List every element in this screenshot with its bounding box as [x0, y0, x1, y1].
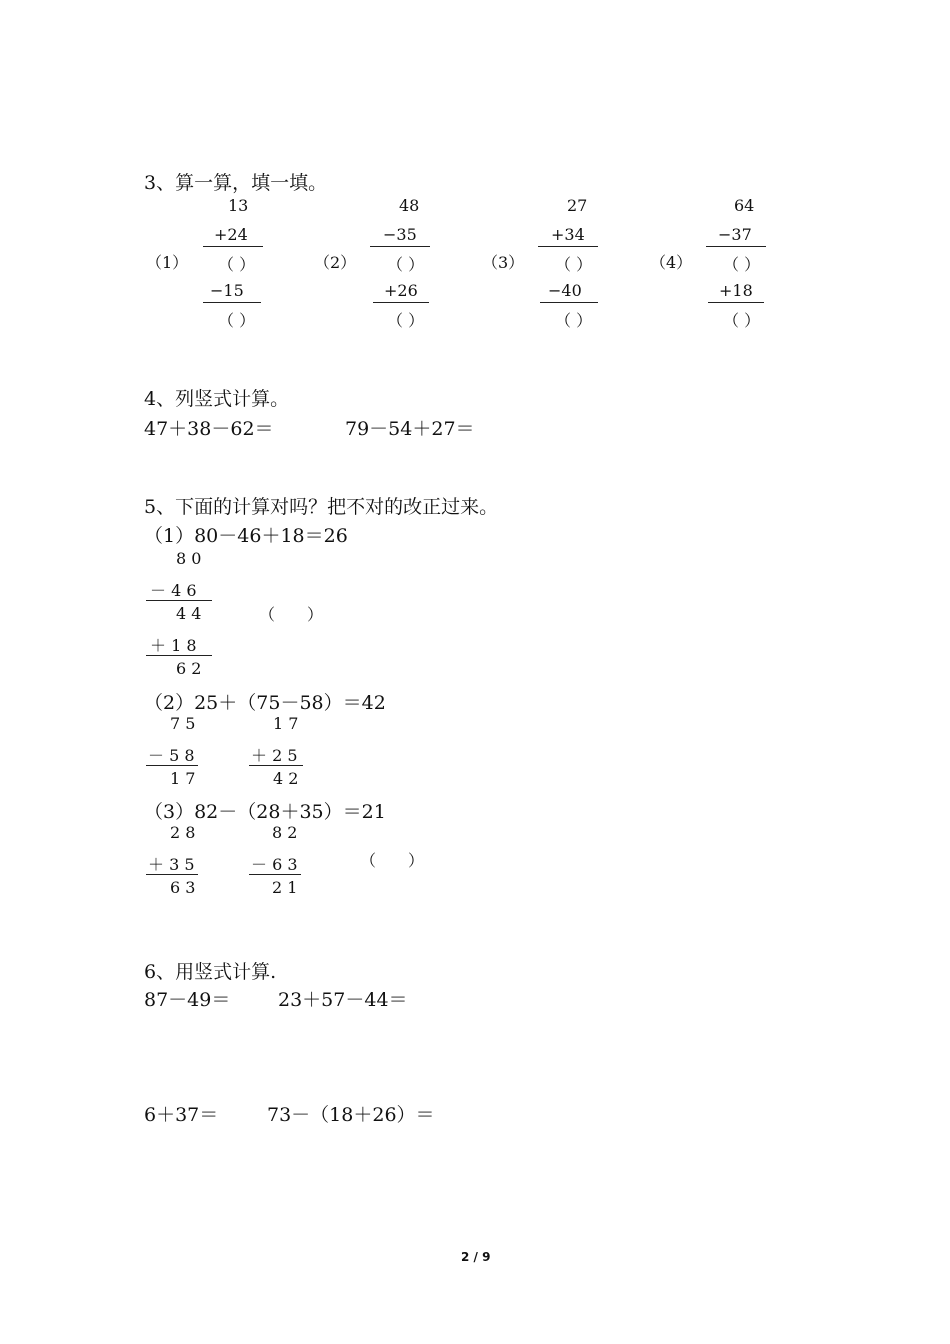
problem-3-op2: −40 [548, 281, 582, 300]
problem-2-op2: +26 [384, 281, 418, 300]
problem-3-blank1: （ ） [555, 255, 593, 274]
problem-5-1-row3: 4 4 [176, 604, 202, 623]
problem-3-start: 27 [567, 196, 588, 215]
problem-4-op2: +18 [719, 281, 753, 300]
problem-5-2-b-row1: 1 7 [273, 714, 299, 733]
section-5-title: 5、下面的计算对吗？把不对的改正过来。 [144, 496, 499, 518]
problem-5-3-b-line [249, 874, 301, 875]
problem-5-3-answer-blank: （ ） [360, 851, 425, 870]
problem-5-1-equation: （1）80－46＋18＝26 [144, 525, 348, 547]
problem-2-start: 48 [399, 196, 420, 215]
page-number: 2 / 9 [461, 1250, 491, 1264]
problem-4-line1 [706, 246, 766, 247]
problem-5-2-a-row1: 7 5 [170, 714, 196, 733]
section-4-eq1: 47＋38－62＝ [144, 418, 274, 440]
problem-5-3-b-row3: 2 1 [272, 878, 298, 897]
problem-5-2-b-row2: ＋ 2 5 [251, 746, 298, 765]
problem-4-op1: −37 [718, 225, 752, 244]
problem-4-start: 64 [734, 196, 755, 215]
problem-5-1-row5: 6 2 [176, 659, 202, 678]
problem-5-2-a-row3: 1 7 [170, 769, 196, 788]
problem-3-line2 [540, 302, 598, 303]
problem-5-1-row1: 8 0 [176, 549, 202, 568]
problem-5-3-b-row2: － 6 3 [251, 855, 298, 874]
problem-1-label: （1） [146, 253, 189, 272]
problem-5-3-a-line [146, 874, 198, 875]
section-6-eq2: 23＋57－44＝ [278, 989, 408, 1011]
problem-5-2-equation: （2）25＋（75－58）＝42 [144, 692, 386, 714]
problem-2-op1: −35 [383, 225, 417, 244]
section-6-eq4: 73－（18＋26）＝ [267, 1104, 435, 1126]
section-4-eq2: 79－54＋27＝ [345, 418, 475, 440]
problem-1-blank2: （ ） [218, 311, 256, 330]
problem-1-start: 13 [228, 196, 249, 215]
section-6-eq3: 6＋37＝ [144, 1104, 219, 1126]
problem-5-1-row2: － 4 6 [150, 581, 197, 600]
problem-5-2-b-line [249, 765, 303, 766]
problem-1-op2: −15 [210, 281, 244, 300]
problem-5-2-a-line [146, 765, 198, 766]
problem-3-blank2: （ ） [555, 311, 593, 330]
problem-5-2-a-row2: － 5 8 [148, 746, 195, 765]
section-4-title: 4、列竖式计算。 [144, 388, 290, 410]
problem-2-blank2: （ ） [387, 311, 425, 330]
problem-2-blank1: （ ） [387, 255, 425, 274]
problem-3-line1 [538, 246, 598, 247]
problem-1-op1: +24 [214, 225, 248, 244]
problem-5-2-b-row3: 4 2 [273, 769, 299, 788]
problem-1-line1 [203, 246, 263, 247]
problem-1-line2 [203, 302, 261, 303]
problem-5-1-line2 [146, 655, 212, 656]
problem-4-blank2: （ ） [723, 311, 761, 330]
problem-3-op1: +34 [551, 225, 585, 244]
problem-1-blank1: （ ） [218, 255, 256, 274]
problem-5-3-a-row2: ＋ 3 5 [148, 855, 195, 874]
problem-5-1-line1 [146, 600, 212, 601]
problem-2-line2 [373, 302, 429, 303]
section-3-title: 3、算一算，填一填。 [144, 172, 328, 194]
problem-4-line2 [708, 302, 764, 303]
problem-5-1-row4: ＋ 1 8 [150, 636, 197, 655]
problem-5-1-answer-blank: （ ） [259, 605, 324, 624]
problem-2-line1 [370, 246, 430, 247]
section-6-eq1: 87－49＝ [144, 989, 231, 1011]
problem-5-3-equation: （3）82－（28＋35）＝21 [144, 801, 386, 823]
section-6-title: 6、用竖式计算. [144, 961, 277, 983]
problem-5-3-a-row3: 6 3 [170, 878, 196, 897]
problem-5-3-b-row1: 8 2 [272, 823, 298, 842]
problem-2-label: （2） [314, 253, 357, 272]
problem-5-3-a-row1: 2 8 [170, 823, 196, 842]
problem-4-label: （4） [650, 253, 693, 272]
problem-4-blank1: （ ） [723, 255, 761, 274]
problem-3-label: （3） [482, 253, 525, 272]
